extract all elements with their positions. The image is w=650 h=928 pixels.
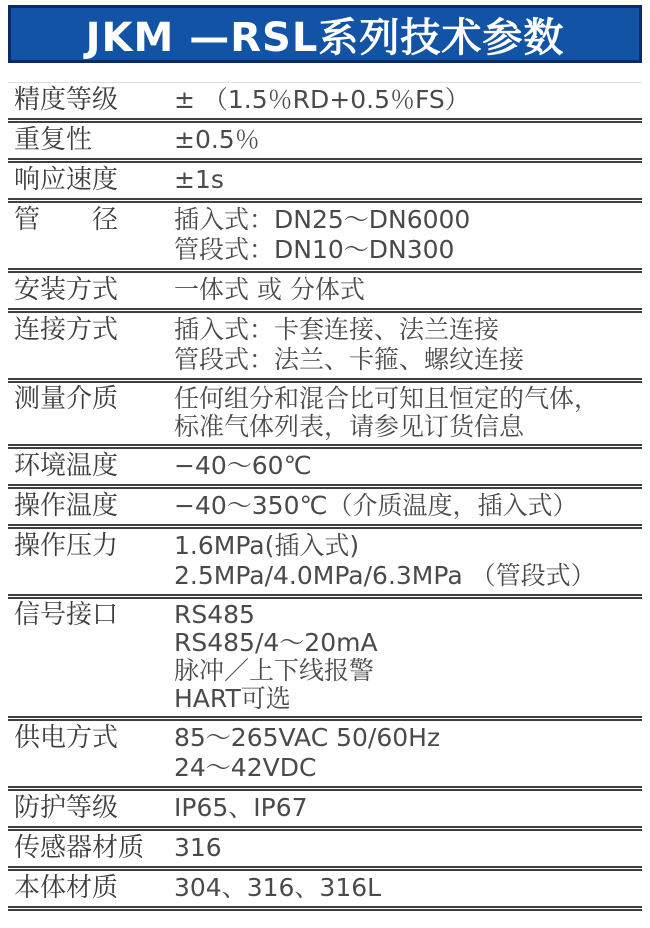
- spec-table: [8, 82, 642, 911]
- spec-value-line: 管段式：法兰、卡箍、螺纹连接: [174, 345, 525, 374]
- spec-value-line: ±0.5％: [174, 125, 260, 154]
- spec-value-line: RS485: [174, 600, 255, 629]
- spec-value: [174, 315, 642, 375]
- table-row-body-material: [8, 871, 642, 906]
- spec-value-line: 任何组分和混合比可知且恒定的气体，: [174, 384, 600, 413]
- spec-label: 本体材质: [14, 873, 119, 903]
- page-title: JKM —RSL系列技术参数: [85, 14, 565, 61]
- spec-value-line: −40～60℃: [174, 451, 312, 480]
- spec-label: 重复性: [14, 125, 93, 155]
- spec-label: 响应速度: [14, 165, 119, 195]
- table-row-pipe-diameter: [8, 203, 642, 268]
- spec-value-line: 304、316、316L: [174, 873, 382, 902]
- spec-value-line: 管段式：DN10～DN300: [174, 235, 455, 264]
- spec-value-line: IP65、IP67: [174, 793, 308, 822]
- spec-value: [174, 873, 642, 903]
- spec-value-line: RS485/4～20mA: [174, 628, 378, 657]
- spec-value-line: 一体式 或 分体式: [174, 275, 365, 304]
- spec-label: 连接方式: [14, 315, 119, 345]
- spec-label: 供电方式: [14, 723, 119, 753]
- table-row-connection: [8, 313, 642, 378]
- spec-label: 环境温度: [14, 451, 119, 481]
- table-row-measured-medium: [8, 383, 642, 444]
- spec-value: [174, 385, 642, 441]
- row-divider: [8, 906, 642, 911]
- spec-label: 操作温度: [14, 491, 119, 521]
- spec-label: 安装方式: [14, 275, 119, 305]
- table-row-response-speed: [8, 163, 642, 198]
- spec-label: 测量介质: [14, 384, 119, 414]
- spec-value: [174, 275, 642, 305]
- spec-value-line: 1.6MPa(插入式): [174, 531, 360, 560]
- spec-value-line: ±1s: [174, 165, 224, 194]
- spec-value-line: HART可选: [174, 684, 291, 713]
- spec-value: [174, 125, 642, 155]
- spec-value-line: 标准气体列表，请参见订货信息: [174, 412, 525, 441]
- spec-value-line: 脉冲／上下线报警: [174, 656, 375, 685]
- table-row-installation: [8, 273, 642, 308]
- spec-value: [174, 601, 642, 713]
- spec-value-line: 316: [174, 833, 222, 862]
- table-row-sensor-material: [8, 831, 642, 866]
- table-row-repeatability: [8, 123, 642, 158]
- table-row-ambient-temperature: [8, 449, 642, 484]
- spec-label: 管 径: [14, 205, 119, 235]
- spec-value-line: 插入式：DN25～DN6000: [174, 205, 471, 234]
- table-row-operating-pressure: [8, 529, 642, 594]
- spec-value-line: ± （1.5％RD+0.5％FS）: [174, 85, 470, 114]
- spec-value: [174, 165, 642, 195]
- spec-value: [174, 85, 642, 115]
- spec-value: [174, 531, 642, 591]
- spec-value-line: 插入式：卡套连接、法兰连接: [174, 315, 500, 344]
- spec-value-line: −40～350℃（介质温度，插入式）: [174, 491, 578, 520]
- spec-value: [174, 491, 642, 521]
- table-row-signal-interface: [8, 599, 642, 716]
- spec-label: 传感器材质: [14, 833, 145, 863]
- spec-value: [174, 723, 642, 783]
- spec-value-line: 24～42VDC: [174, 753, 317, 782]
- spec-label: 操作压力: [14, 531, 119, 561]
- spec-value: [174, 793, 642, 823]
- spec-value-line: 2.5MPa/4.0MPa/6.3MPa （管段式）: [174, 561, 596, 590]
- spec-value: [174, 205, 642, 265]
- table-row-operating-temperature: [8, 489, 642, 524]
- header-banner: [8, 5, 642, 63]
- table-row-accuracy: [8, 83, 642, 118]
- spec-value-line: 85～265VAC 50/60Hz: [174, 723, 441, 752]
- spec-value: [174, 451, 642, 481]
- table-row-protection-rating: [8, 791, 642, 826]
- spec-sheet: [0, 5, 650, 928]
- spec-value: [174, 833, 642, 863]
- spec-label: 信号接口: [14, 600, 119, 630]
- table-row-power-supply: [8, 721, 642, 786]
- spec-label: 防护等级: [14, 793, 119, 823]
- spec-label: 精度等级: [14, 85, 119, 115]
